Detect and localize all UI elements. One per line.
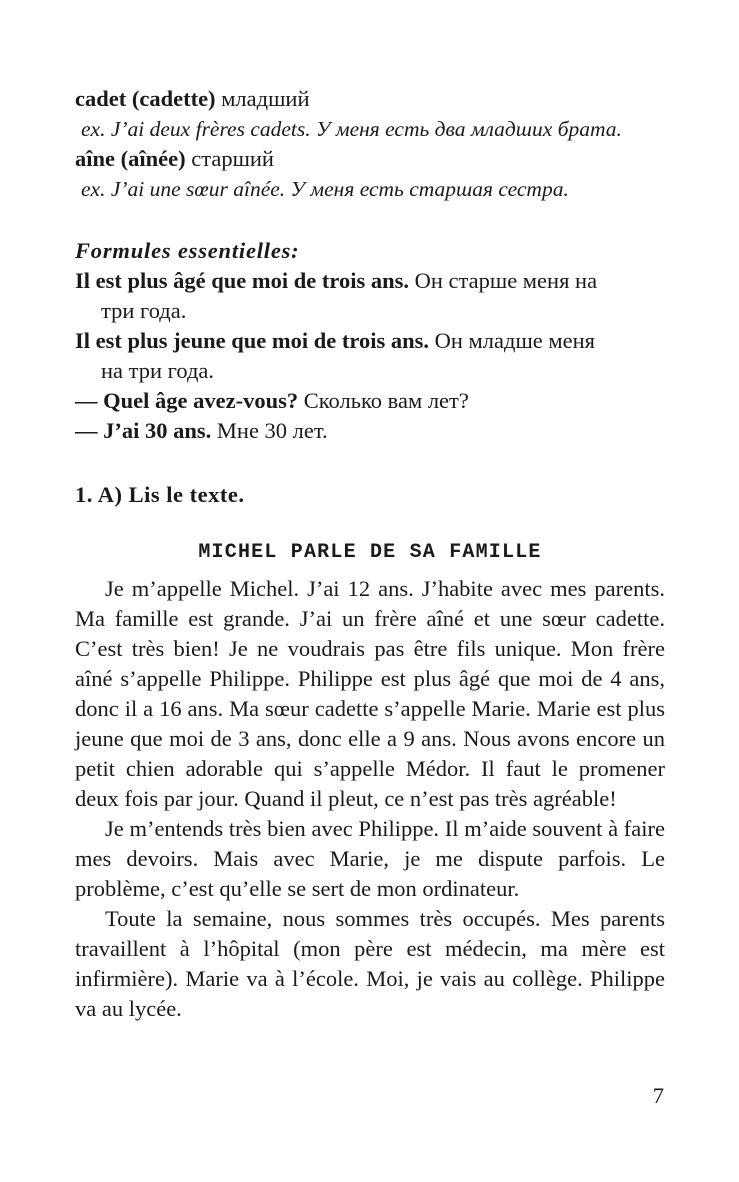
- vocab-term: aîne (aînée): [75, 146, 186, 171]
- formule-russian-continuation: на три года.: [101, 358, 215, 383]
- formules-heading: Formules essentielles:: [75, 238, 300, 263]
- formule-russian: Он старше меня на: [414, 268, 598, 293]
- vocab-term: cadet (cadette): [75, 86, 216, 111]
- dialogue-line: [75, 416, 665, 446]
- vocab-translation: старший: [191, 146, 274, 171]
- dialogue-french: — Quel âge avez-vous?: [75, 388, 299, 413]
- vocab-translation: младший: [221, 86, 310, 111]
- text-paragraph: Je m’entends très bien avec Philippe. Il m’aide souvent à faire mes devoirs. Mais avec Marie, je me dispute parfois. Le problème, c’est qu’elle se sert de mon ordinateur.: [75, 816, 665, 901]
- dialogue-french: — J’ai 30 ans.: [75, 418, 212, 443]
- exercise-label: 1. A) Lis le texte.: [75, 482, 245, 507]
- formule-item: [75, 266, 665, 296]
- text-title: MICHEL PARLE DE SA FAMILLE: [198, 541, 542, 564]
- formule-item: [75, 326, 665, 356]
- formule-french: Il est plus jeune que moi de trois ans.: [75, 328, 430, 353]
- dialogue-russian: Мне 30 лет.: [216, 418, 328, 443]
- vocab-entry: [75, 144, 665, 174]
- vocab-entry: [75, 84, 665, 114]
- formule-russian: Он младше меня: [434, 328, 596, 353]
- vocab-example: ex. J’ai une sœur aînée. У меня есть старшая сестра.: [81, 177, 569, 201]
- dialogue-russian: Сколько вам лет?: [303, 388, 469, 413]
- formule-russian-continuation: три года.: [101, 298, 187, 323]
- page-number: 7: [652, 1083, 664, 1108]
- text-paragraph: Je m’appelle Michel. J’ai 12 ans. J’habite avec mes parents. Ma famille est grande. J’ai un frère aîné et une sœur cadette. C’est très bien! Je ne voudrais pas être fils unique. Mon frère aîné s’appelle Philippe. Philippe est plus âgé que moi de 4 ans, donc il a 16 ans. Ma sœur cadette s’appelle Marie. Marie est plus jeune que moi de 3 ans, donc elle a 9 ans. Nous avons encore un petit chien adorable qui s’appelle Médor. Il faut le promener deux fois par jour. Quand il pleut, ce n’est pas très agréable!: [75, 576, 665, 811]
- vocab-example: ex. J’ai deux frères cadets. У меня есть два младших брата.: [81, 117, 622, 141]
- dialogue-line: [75, 386, 665, 416]
- formule-french: Il est plus âgé que moi de trois ans.: [75, 268, 409, 293]
- page-content: [75, 84, 665, 1024]
- text-paragraph: Toute la semaine, nous sommes très occupés. Mes parents travaillent à l’hôpital (mon père est médecin, ma mère est infirmière). Marie va à l’école. Moi, je vais au collège. Philippe va au lycée.: [75, 906, 665, 1021]
